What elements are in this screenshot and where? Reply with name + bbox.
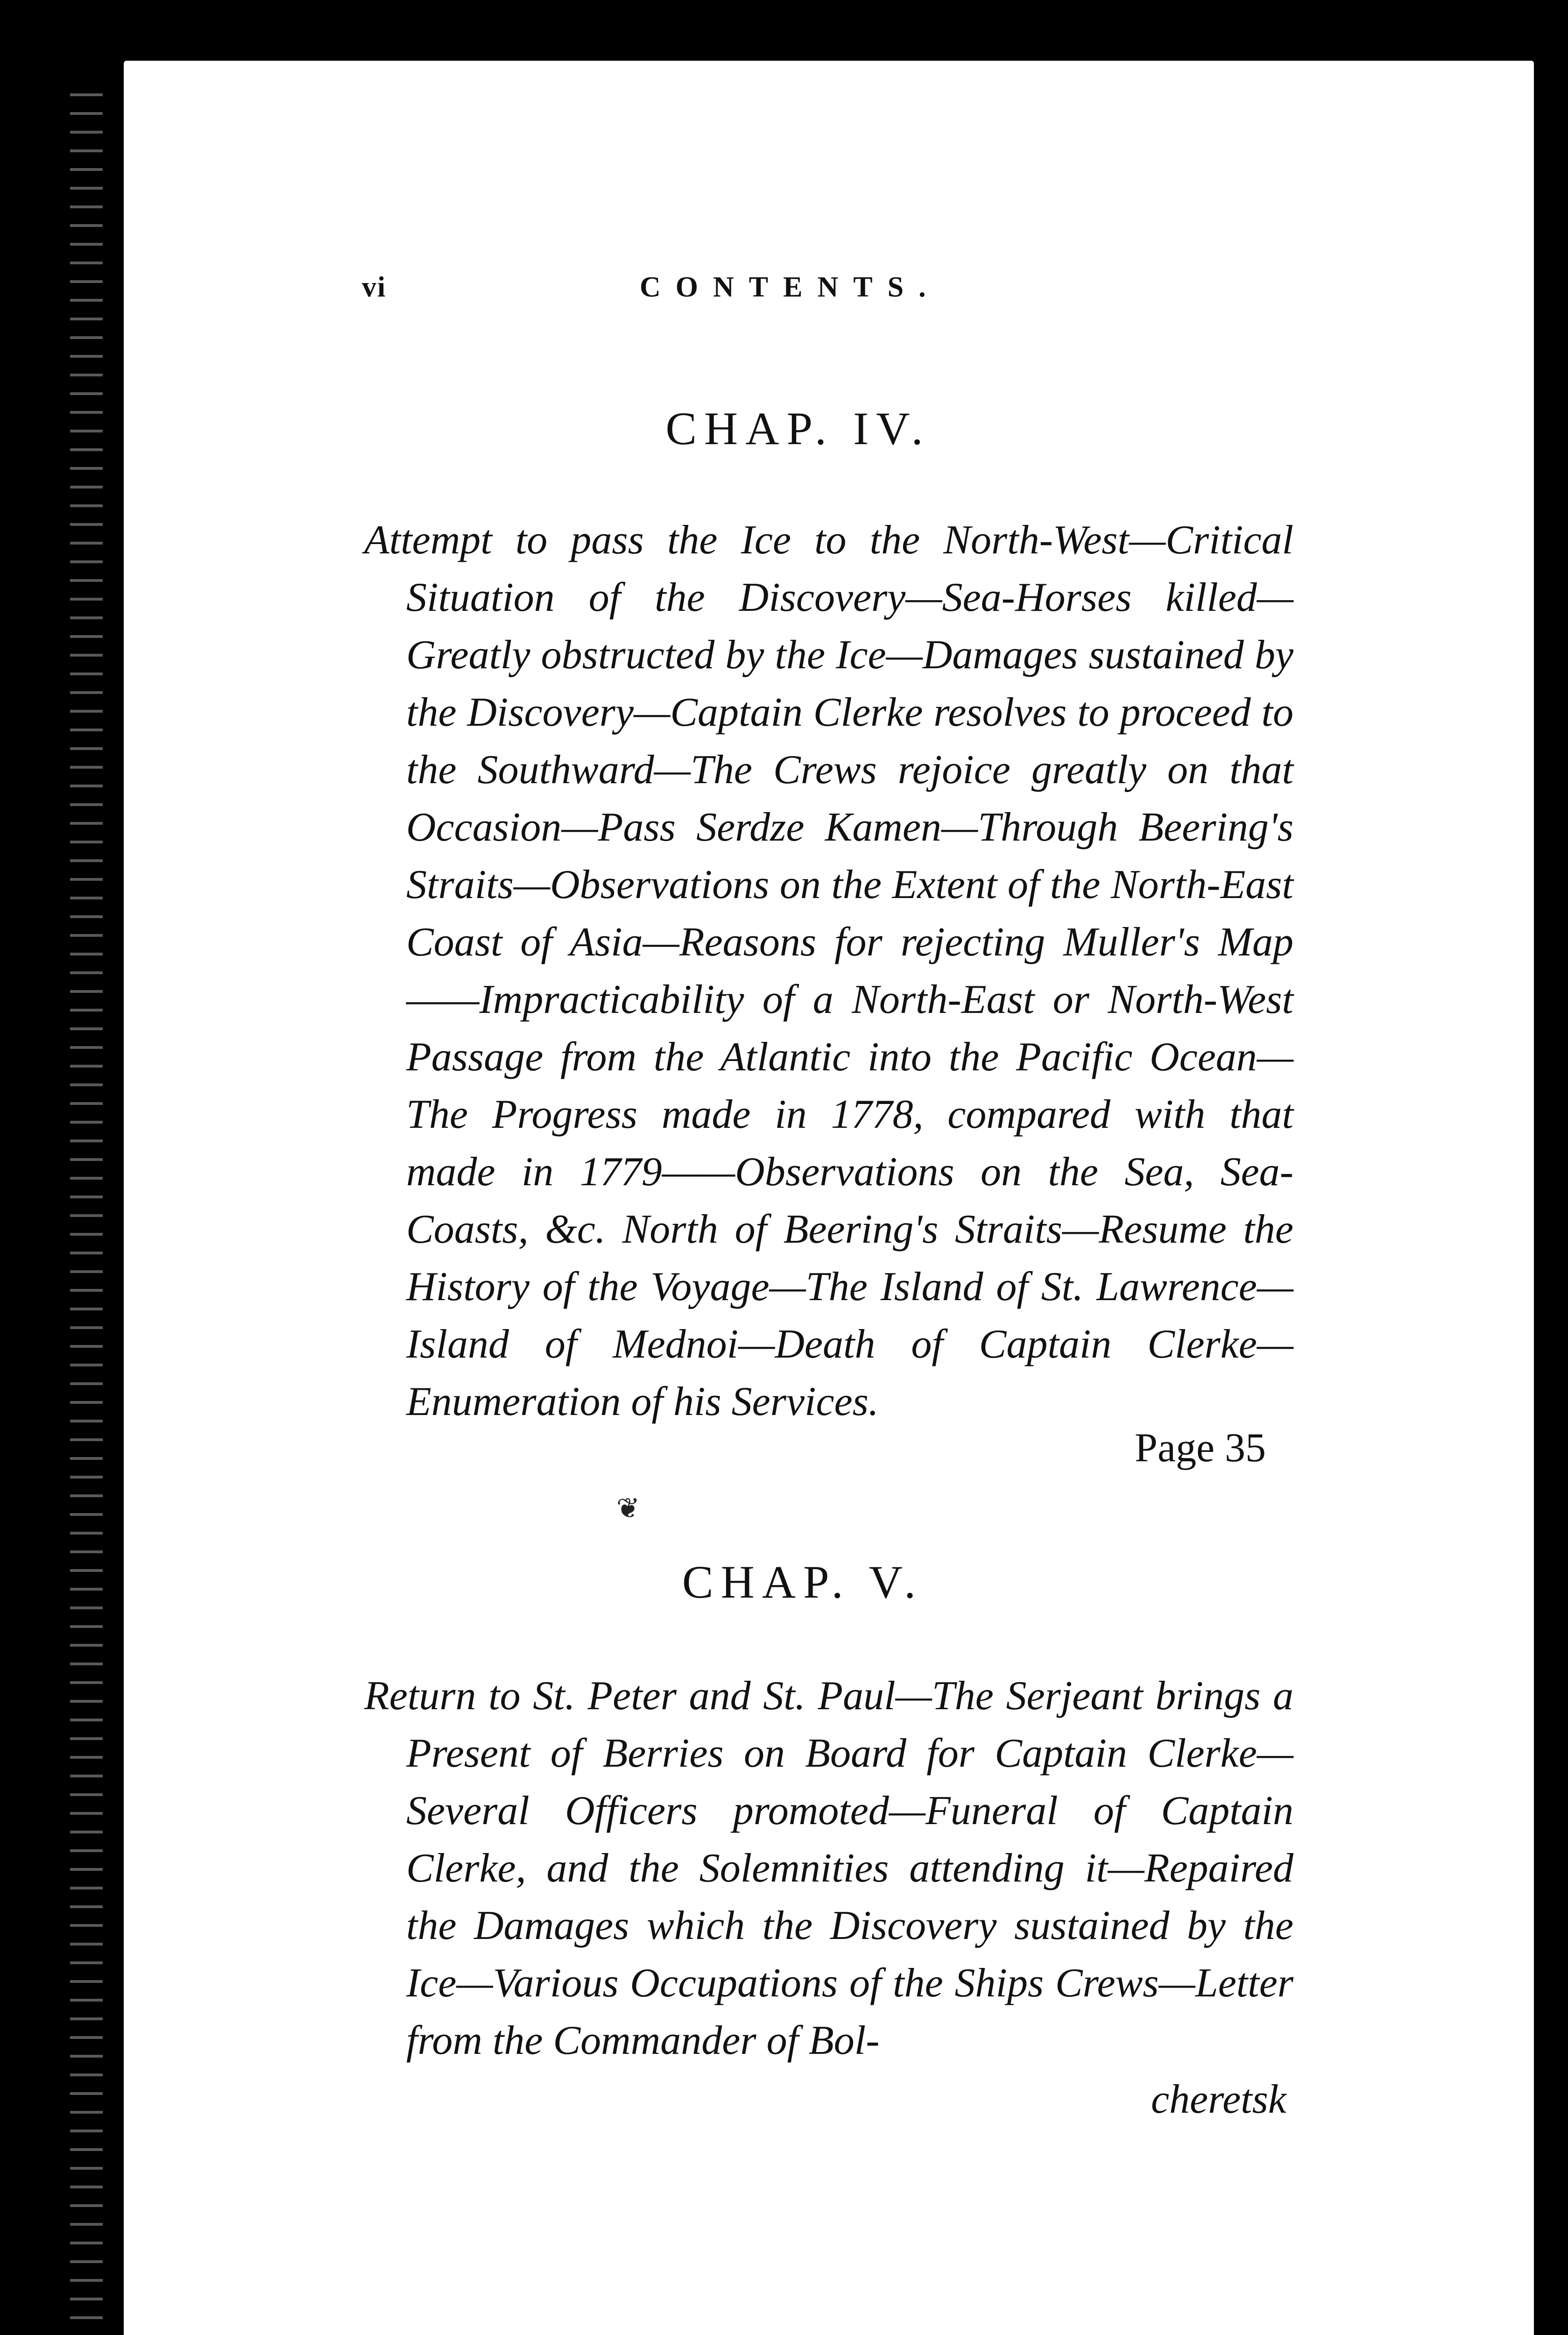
chapter-summary: Return to St. Peter and St. Paul—The Serjeant brings a Present of Berries on Board for Captain Clerke—Several Officers promoted—Funeral of Captain Clerke, and the Solemnities attending it—Repaired the Damages which the Discovery sustained by the Ice—Various Occupations of the Ships Crews—Letter from the Commander of Bol- (364, 1673, 1293, 2063)
printer-ornament: ❦ (616, 1493, 640, 1524)
page-reference: Page 35 (1135, 1425, 1266, 1471)
chapter-summary: Attempt to pass the Ice to the North-West—Critical Situation of the Discovery—Sea-Horses killed—Greatly obstructed by the Ice—Damages sustained by the Discovery—Captain Clerke resolves to proceed to the Southward—The Crews rejoice greatly on that Occasion—Pass Serdze Kamen—Through Beering's Straits—Observations on the Extent of the North-East Coast of Asia—Reasons for rejecting Muller's Map——Impracticability of a North-East or North-West Passage from the Atlantic into the Pacific Ocean—The Progress made in 1778, compared with that made in 1779——Observations on the Sea, Sea-Coasts, &c. North of Beering's Straits—Resume the History of the Voyage—The Island of St. Lawrence—Island of Mednoi—Death of Captain Clerke—Enumeration of his Services. (364, 517, 1293, 1424)
running-title: CONTENTS. (640, 271, 941, 303)
page-folio: vi (362, 271, 387, 303)
chapter-heading: CHAP. IV. (665, 403, 931, 454)
chapter-heading: CHAP. V. (682, 1556, 924, 1608)
running-head (0, 266, 1568, 322)
catchword: cheretsk (1151, 2077, 1286, 2122)
